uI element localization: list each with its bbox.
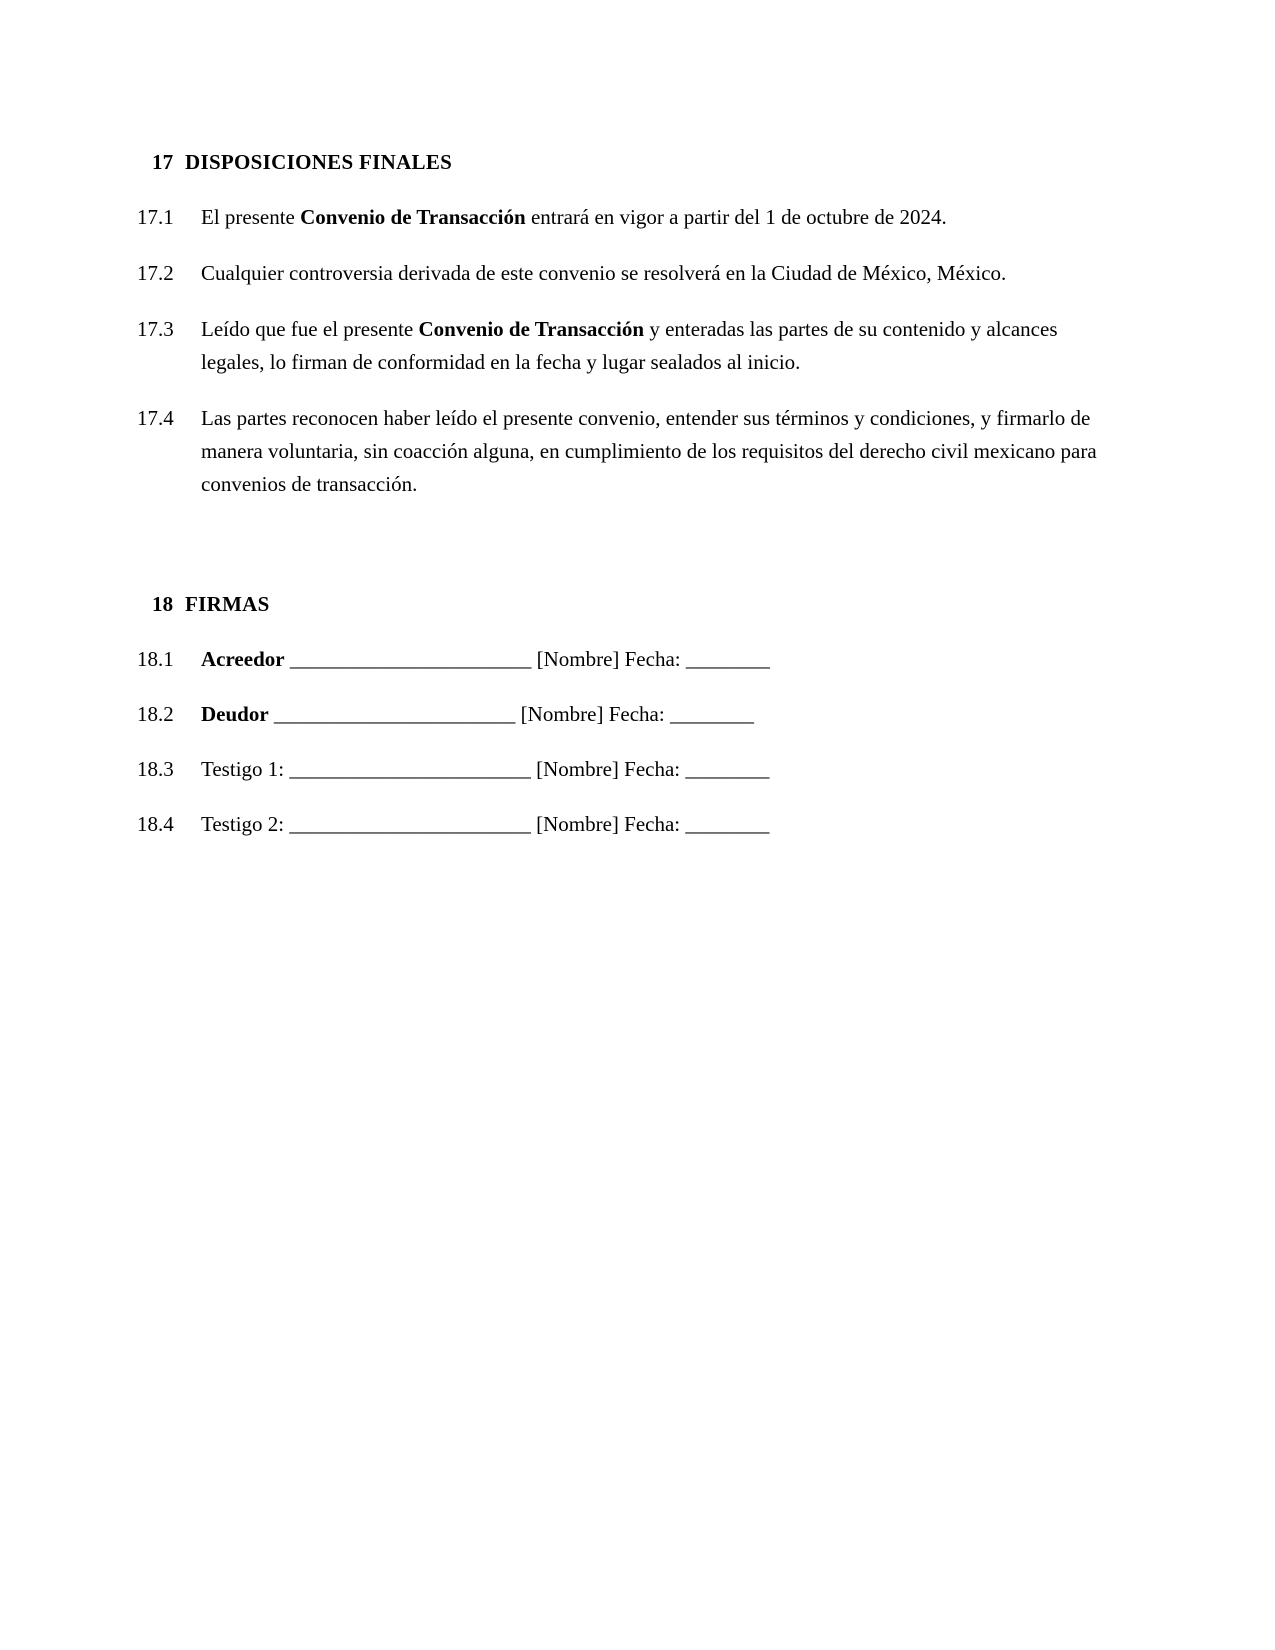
section-title: FIRMAS [185, 592, 270, 616]
emphasized-term: Deudor [201, 702, 269, 726]
text-run: y enteradas las partes de su contenido y alcances legales, lo firman de conformidad en la fecha y lugar sealados al inicio. [201, 317, 1058, 374]
clause-18-4 [137, 808, 1110, 841]
section-spacer [137, 524, 1110, 592]
signature-line-acreedor [201, 643, 1110, 676]
clause-number: 17.2 [137, 261, 174, 285]
clause-number: 17.1 [137, 205, 174, 229]
text-run: Leído que fue el presente [201, 317, 419, 341]
clause-number: 18.2 [137, 702, 174, 726]
emphasized-term: Convenio de Transacción [300, 205, 526, 229]
section-heading-18 [137, 592, 1110, 617]
text-run: El presente [201, 205, 301, 229]
section-title: DISPOSICIONES FINALES [185, 150, 453, 174]
clause-text [201, 201, 1110, 234]
signature-line-testigo-2 [201, 808, 1110, 841]
section-heading-17 [137, 150, 1110, 175]
signature-line-deudor [201, 698, 1110, 731]
text-run: Cualquier controversia derivada de este convenio se resolverá en la Ciudad de México, México. [201, 261, 1007, 285]
section-number: 18 [152, 592, 174, 616]
clause-18-1 [137, 643, 1110, 676]
clause-number: 18.1 [137, 647, 174, 671]
clause-text [201, 313, 1110, 379]
clause-number: 18.3 [137, 757, 174, 781]
text-run: Las partes reconocen haber leído el presente convenio, entender sus términos y condiciones, y firmarlo de manera voluntaria, sin coacción alguna, en cumplimiento de los requisitos del derecho civil mexicano para convenios de transacción. [201, 406, 1097, 496]
text-run: _______________________ [Nombre] Fecha: ________ [284, 647, 770, 671]
clause-17-2 [137, 257, 1110, 290]
clause-number: 17.4 [137, 406, 174, 430]
clause-17-4 [137, 402, 1110, 501]
clause-text [201, 402, 1110, 501]
clause-number: 18.4 [137, 812, 174, 836]
text-run: Testigo 2: _______________________ [Nombre] Fecha: ________ [201, 812, 770, 836]
clause-number: 17.3 [137, 317, 174, 341]
signature-line-testigo-1 [201, 753, 1110, 786]
text-run: entrará en vigor a partir del 1 de octubre de 2024. [525, 205, 947, 229]
section-number: 17 [152, 150, 174, 174]
emphasized-term: Convenio de Transacción [418, 317, 645, 341]
text-run: _______________________ [Nombre] Fecha: ________ [268, 702, 754, 726]
clause-18-2 [137, 698, 1110, 731]
emphasized-term: Acreedor [201, 647, 285, 671]
clause-17-3 [137, 313, 1110, 379]
clause-18-3 [137, 753, 1110, 786]
text-run: Testigo 1: _______________________ [Nombre] Fecha: ________ [201, 757, 770, 781]
clause-17-1 [137, 201, 1110, 234]
clause-text [201, 257, 1110, 290]
